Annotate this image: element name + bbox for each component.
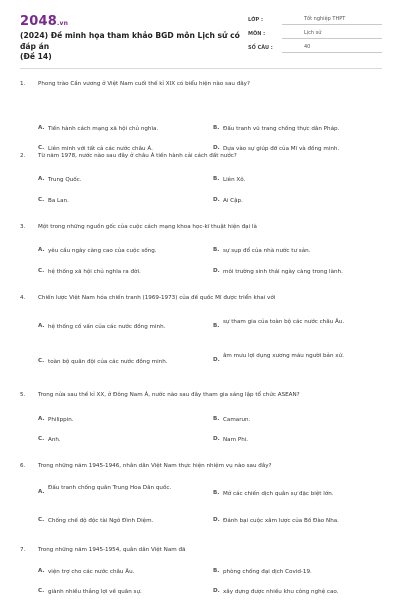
option-text: phòng chống đại dịch Covid-19. [223,569,312,575]
question-number: 4. [20,295,26,301]
option-letter: A. [38,176,45,182]
option-text: Dựa vào sự giúp đỡ của Mĩ và đồng minh. [223,146,340,152]
question-7 [20,546,382,595]
question-1 [20,80,382,152]
option-letter: D. [213,436,220,442]
option-letter: A. [38,125,45,131]
option-letter: B. [213,176,220,182]
meta-value: Tốt nghiệp THPT [282,14,382,25]
option-text: yêu cầu ngày càng cao của cuộc sống. [48,248,157,254]
option-letter: B. [213,323,220,329]
option-letter: A. [38,489,45,495]
meta-row-subject [248,28,382,42]
option-letter: B. [213,490,220,496]
question-number: 2. [20,153,26,159]
option-text: Nam Phi. [223,437,249,443]
option-letter: A. [38,416,45,422]
header-divider [20,68,382,69]
option-text: Trung Quốc. [48,177,82,183]
option-letter: D. [213,517,220,523]
option-text: môi trường sinh thái ngày càng trong lành. [223,269,343,275]
document-title [20,31,240,63]
option-letter: C. [38,197,45,203]
question-text: Phong trào Cần vương ở Việt Nam cuối thế kỉ XIX có biểu hiện nào sau đây? [38,81,250,87]
option-text: Đánh bại cuộc xâm lược của Bồ Đào Nha. [223,518,339,524]
meta-label: MÔN : [248,31,266,37]
meta-info [248,14,382,56]
option-letter: C. [38,517,45,523]
option-letter: D. [213,145,220,151]
logo-suffix: .vn [56,20,69,27]
title-line-1: (2024) Đề minh họa tham khảo BGD môn Lịch sử có đáp án [20,31,240,51]
option-text: giành nhiều thắng lợi về quân sự. [48,589,142,595]
title-line-2: (Đề 14) [20,52,52,61]
option-text: Chống chế độ độc tài Ngô Đình Diệm. [48,518,154,524]
option-letter: D. [213,357,220,363]
option-text: sự sụp đổ của nhà nước tư sản. [223,248,311,254]
option-letter: B. [213,125,220,131]
option-text: Đấu tranh vũ trang chống thực dân Pháp. [223,126,340,132]
option-text: xây dựng được nhiều khu công nghệ cao. [223,589,339,595]
option-letter: C. [38,268,45,274]
option-letter: B. [213,568,220,574]
option-text: Mở các chiến dịch quân sự đặc biệt lớn. [223,491,334,497]
option-letter: C. [38,436,45,442]
question-text: Một trong những nguồn gốc của cuộc cách mạng khoa học-kĩ thuật hiện đại là [38,224,257,230]
option-text: Philippin. [48,417,74,423]
meta-row-class [248,14,382,28]
option-text: Anh. [48,437,61,443]
option-text: Ba Lan. [48,198,69,204]
document-header [20,14,382,60]
option-text: sự tham gia của toàn bộ các nước châu Âu. [223,319,345,325]
question-text: Chiến lược Việt Nam hóa chiến tranh (1969-1973) của đế quốc Mĩ được triển khai với [38,295,276,301]
option-text: toàn bộ quân đội của các nước đồng minh. [48,359,168,365]
question-number: 5. [20,392,26,398]
logo-main: 2048 [20,14,57,29]
option-text: hệ thống xã hội chủ nghĩa ra đời. [48,269,141,275]
meta-label: LỚP : [248,17,263,23]
option-letter: D. [213,588,220,594]
option-letter: D. [213,268,220,274]
question-3 [20,223,382,275]
option-text: âm mưu lợi dụng xương máu người bản xứ. [223,353,344,359]
question-5 [20,391,382,443]
question-6 [20,462,382,524]
question-number: 7. [20,547,26,553]
meta-label: SỐ CÂU : [248,45,273,51]
question-2 [20,152,382,204]
option-text: hệ thống cố vấn của các nước đồng minh. [48,324,166,330]
option-text: viện trợ cho các nước châu Âu. [48,569,135,575]
question-number: 3. [20,224,26,230]
option-letter: A. [38,247,45,253]
option-text: Liên Xô. [223,177,246,183]
question-number: 6. [20,463,26,469]
meta-row-question-count [248,42,382,56]
option-letter: D. [213,197,220,203]
option-letter: A. [38,323,45,329]
question-number: 1. [20,81,26,87]
meta-value: 40 [282,42,382,53]
question-text: Trong những năm 1945-1946, nhân dân Việt Nam thực hiện nhiệm vụ nào sau đây? [38,463,272,469]
option-text: Liên minh với tất cả các nước châu Á. [48,146,153,152]
option-text: Đấu tranh chống quân Trung Hoa Dân quốc. [48,485,172,491]
option-letter: B. [213,416,220,422]
question-text: Trong những năm 1945-1954, quân dân Việt Nam đã [38,547,186,553]
option-letter: C. [38,358,45,364]
option-text: Camarun. [223,417,251,423]
question-text: Trong nửa sau thế kỉ XX, ở Đông Nam Á, nước nào sau đây tham gia sáng lập tổ chức ASEAN? [38,392,300,398]
option-text: Ai Cập. [223,198,243,204]
question-text: Từ năm 1978, nước nào sau đây ở châu Á tiến hành cải cách đất nước? [38,153,237,159]
option-letter: B. [213,247,220,253]
question-4 [20,294,382,365]
option-letter: C. [38,145,45,151]
option-letter: C. [38,588,45,594]
option-letter: A. [38,568,45,574]
option-text: Tiến hành cách mạng xã hội chủ nghĩa. [48,126,159,132]
site-logo[interactable] [20,14,68,29]
meta-value: Lịch sử [282,28,382,39]
